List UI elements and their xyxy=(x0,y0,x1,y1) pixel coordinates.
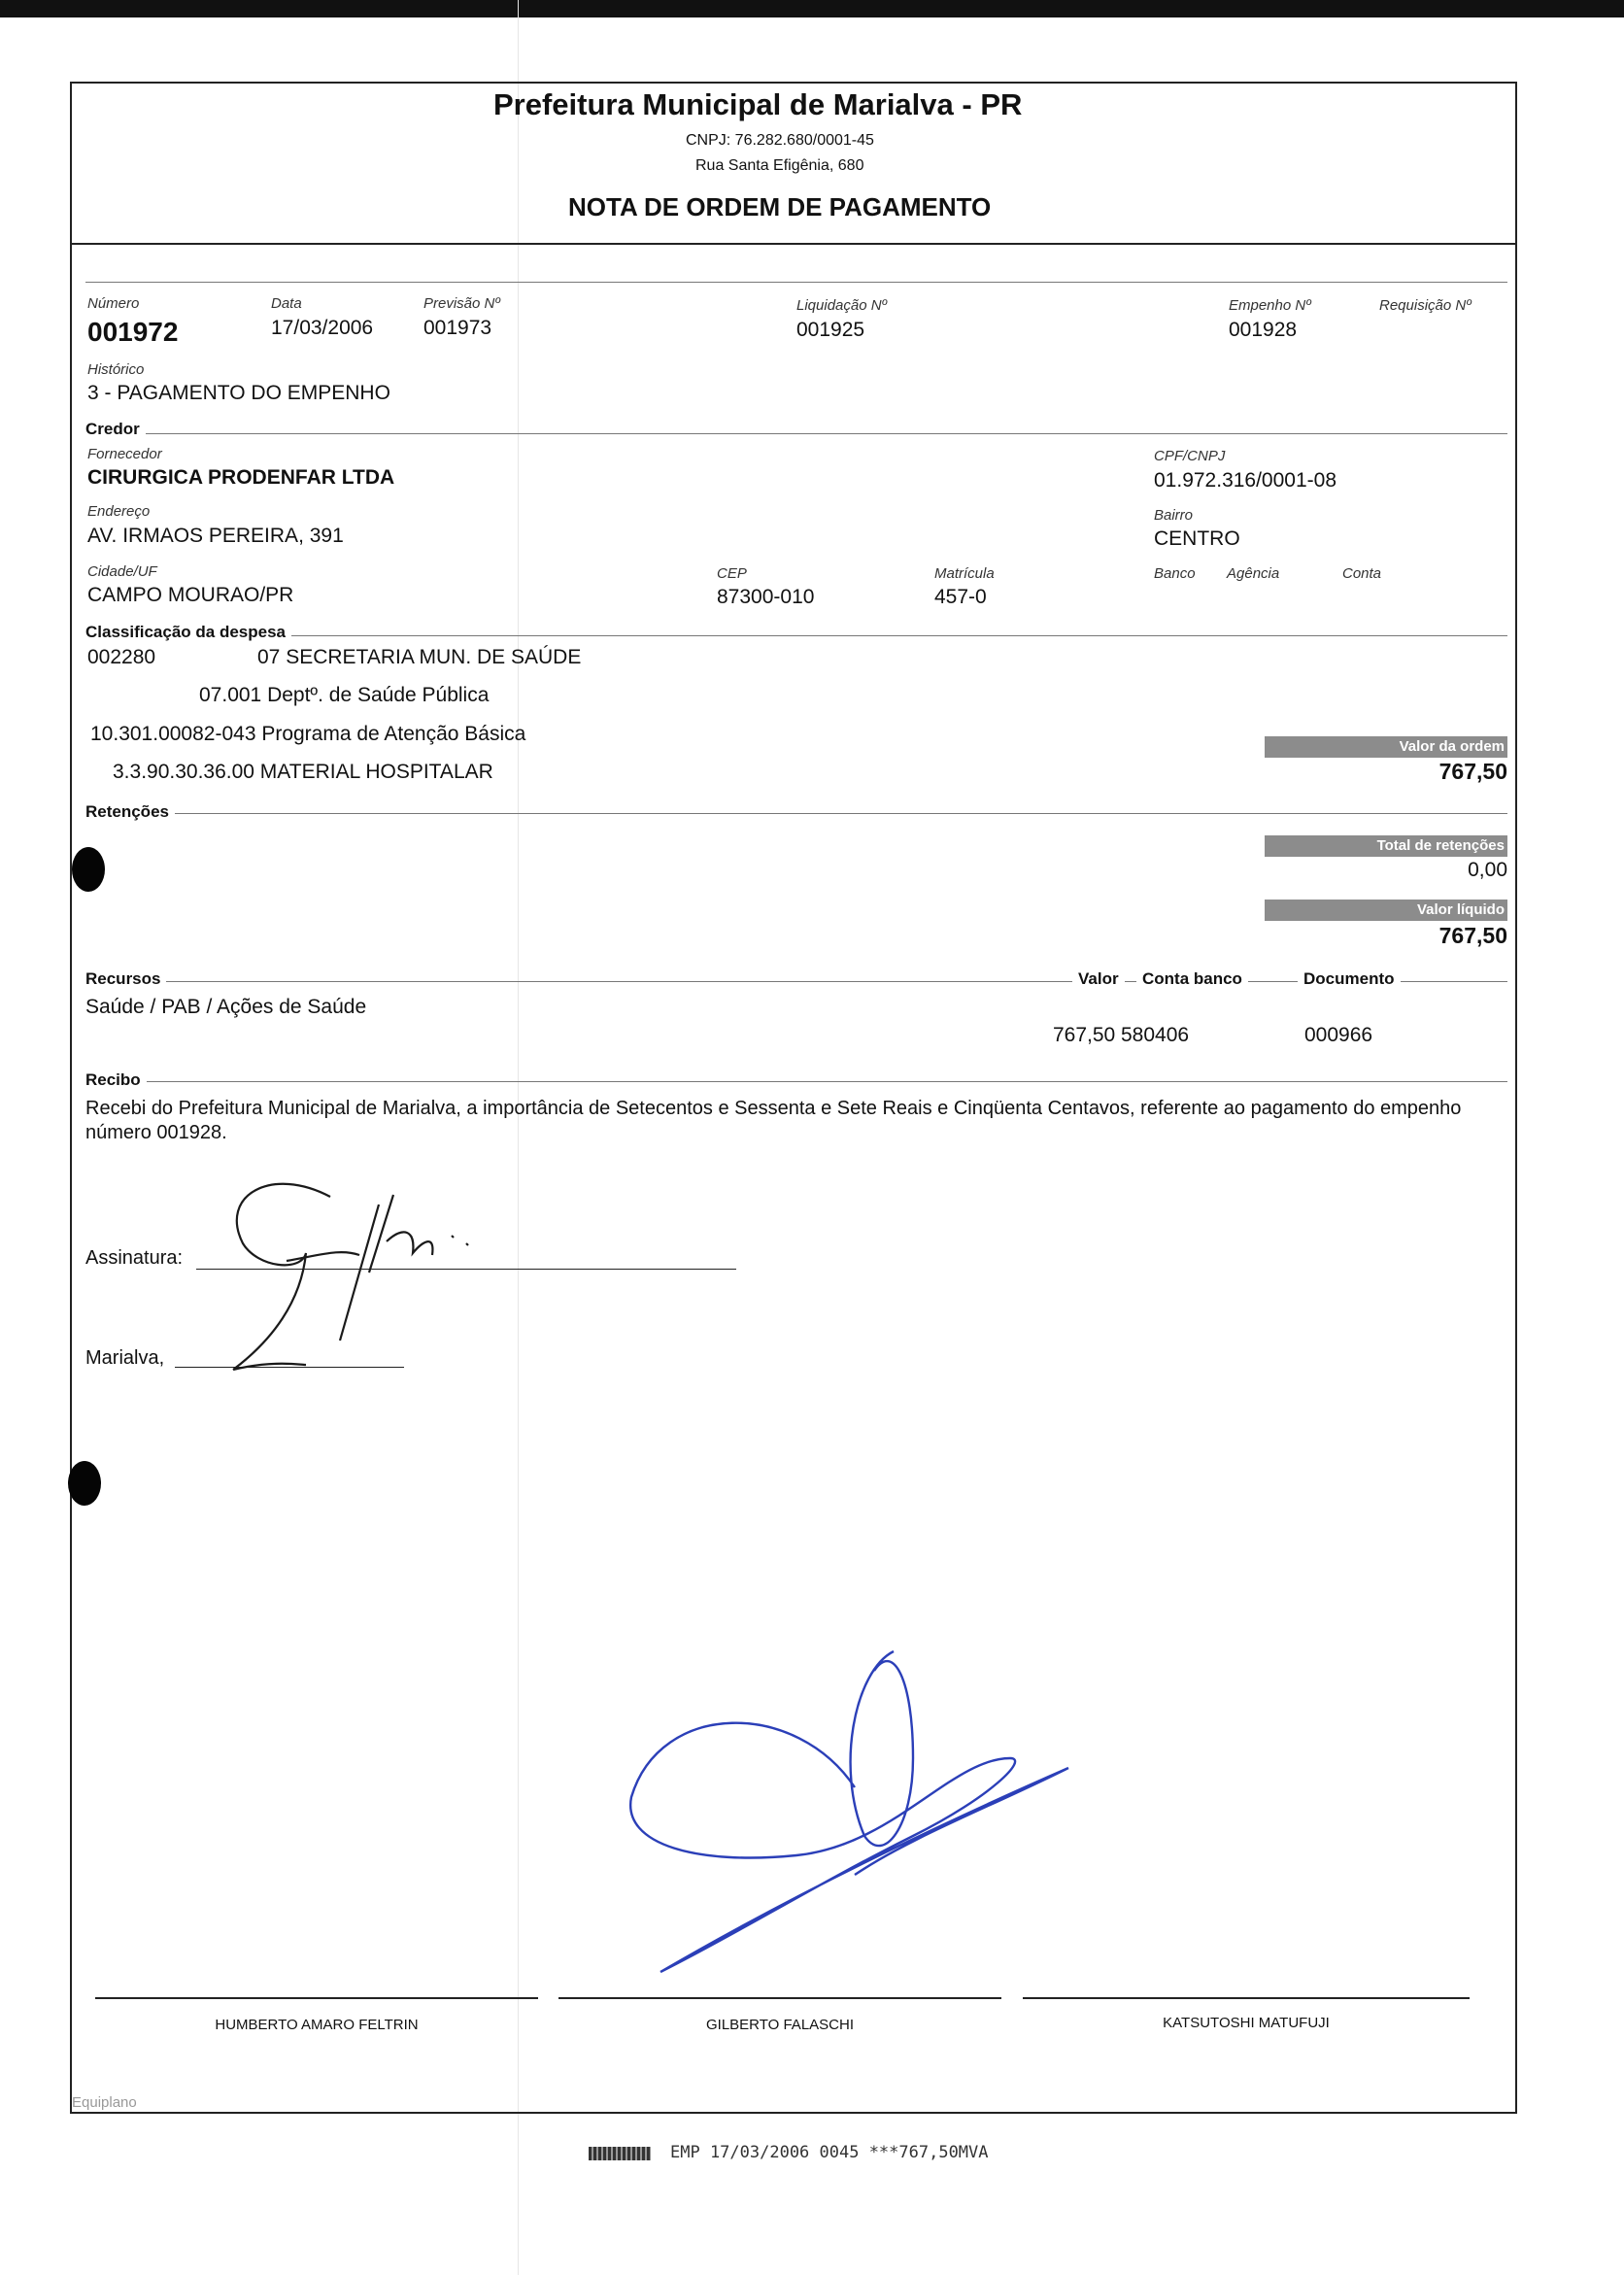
classificacao-programa: 10.301.00082-043 Programa de Atenção Básica xyxy=(90,723,526,745)
recibo-rule xyxy=(85,1081,1507,1082)
previsao-label: Previsão Nº xyxy=(423,295,500,312)
bairro-value: CENTRO xyxy=(1154,527,1240,550)
classificacao-orgao: 07 SECRETARIA MUN. DE SAÚDE xyxy=(257,646,582,668)
cep-label: CEP xyxy=(717,565,747,582)
total-retencoes-label: Total de retenções xyxy=(1265,835,1507,857)
recursos-section-title: Recursos xyxy=(85,969,166,989)
cpf-value: 01.972.316/0001-08 xyxy=(1154,469,1337,492)
credor-rule xyxy=(85,433,1507,434)
signatory-3: KATSUTOSHI MATUFUJI xyxy=(1163,2015,1330,2031)
stamp-mark-icon xyxy=(589,2147,651,2160)
address-line: Rua Santa Efigênia, 680 xyxy=(695,157,864,174)
bottom-signature-scribble xyxy=(622,1642,1088,1982)
valor-liquido-value: 767,50 xyxy=(1438,923,1507,948)
empenho-value: 001928 xyxy=(1229,319,1298,341)
top-info-rule xyxy=(85,282,1507,283)
signature-line-2 xyxy=(558,1997,1001,1999)
signatory-2: GILBERTO FALASCHI xyxy=(706,2017,854,2033)
punch-hole-bottom xyxy=(68,1461,101,1506)
valor-liquido-label: Valor líquido xyxy=(1265,900,1507,921)
receipt-signature xyxy=(214,1146,563,1379)
total-retencoes-value: 0,00 xyxy=(1468,859,1507,881)
matricula-value: 457-0 xyxy=(934,586,987,608)
fornecedor-value: CIRURGICA PRODENFAR LTDA xyxy=(87,466,395,489)
classificacao-elemento: 3.3.90.30.36.00 MATERIAL HOSPITALAR xyxy=(113,761,493,783)
mechanical-stamp: EMP 17/03/2006 0045 ***767,50MVA xyxy=(670,2143,989,2162)
liquidacao-value: 001925 xyxy=(796,319,865,341)
software-brand: Equiplano xyxy=(72,2094,137,2111)
data-value: 17/03/2006 xyxy=(271,317,374,339)
scan-top-band xyxy=(0,0,1624,17)
signature-line-1 xyxy=(95,1997,538,1999)
numero-label: Número xyxy=(87,295,140,312)
cep-value: 87300-010 xyxy=(717,586,815,608)
recursos-rule xyxy=(85,981,1507,982)
credor-section-title: Credor xyxy=(85,420,146,439)
document-title: NOTA DE ORDEM DE PAGAMENTO xyxy=(568,192,992,221)
punch-hole-top xyxy=(72,847,105,892)
previsao-value: 001973 xyxy=(423,317,492,339)
recursos-documento-header: Documento xyxy=(1298,969,1401,989)
requisicao-label: Requisição Nº xyxy=(1379,297,1472,314)
valor-ordem-label: Valor da ordem xyxy=(1265,736,1507,758)
cidade-label: Cidade/UF xyxy=(87,563,157,580)
cidade-value: CAMPO MOURAO/PR xyxy=(87,584,294,606)
cnpj-line: CNPJ: 76.282.680/0001-45 xyxy=(686,132,874,149)
recursos-valor-header: Valor xyxy=(1072,969,1125,989)
recursos-conta: 580406 xyxy=(1121,1024,1190,1046)
classificacao-code: 002280 xyxy=(87,646,156,668)
recursos-documento: 000966 xyxy=(1304,1024,1373,1046)
assinatura-label: Assinatura: xyxy=(85,1247,184,1269)
local-label: Marialva, xyxy=(85,1347,165,1369)
signatory-1: HUMBERTO AMARO FELTRIN xyxy=(215,2017,419,2033)
cpf-label: CPF/CNPJ xyxy=(1154,448,1226,464)
historico-label: Histórico xyxy=(87,361,145,378)
historico-value: 3 - PAGAMENTO DO EMPENHO xyxy=(87,382,390,404)
recursos-descricao: Saúde / PAB / Ações de Saúde xyxy=(85,996,367,1018)
agencia-label: Agência xyxy=(1227,565,1280,582)
banco-label: Banco xyxy=(1154,565,1196,582)
header-separator xyxy=(70,243,1517,245)
conta-label: Conta xyxy=(1342,565,1382,582)
recibo-text: Recebi do Prefeitura Municipal de Marialva, a importância de Setecentos e Sessenta e Sete Reais e Cinqüenta Centavos, referente ao pagamento do empenho número 001928. xyxy=(85,1098,1462,1143)
retencoes-rule xyxy=(85,813,1507,814)
numero-value: 001972 xyxy=(87,317,179,347)
classificacao-rule xyxy=(85,635,1507,636)
retencoes-section-title: Retenções xyxy=(85,802,175,822)
classificacao-section-title: Classificação da despesa xyxy=(85,623,291,642)
signature-line-3 xyxy=(1023,1997,1470,1999)
fornecedor-label: Fornecedor xyxy=(87,446,162,462)
endereco-value: AV. IRMAOS PEREIRA, 391 xyxy=(87,525,344,547)
empenho-label: Empenho Nº xyxy=(1229,297,1311,314)
recursos-conta-header: Conta banco xyxy=(1136,969,1248,989)
classificacao-unidade: 07.001 Deptº. de Saúde Pública xyxy=(199,684,490,706)
valor-ordem-value: 767,50 xyxy=(1438,759,1507,784)
endereco-label: Endereço xyxy=(87,503,151,520)
data-label: Data xyxy=(271,295,302,312)
recibo-section-title: Recibo xyxy=(85,1070,147,1090)
recursos-valor: 767,50 xyxy=(1053,1024,1116,1046)
municipality-title: Prefeitura Municipal de Marialva - PR xyxy=(493,87,1023,121)
liquidacao-label: Liquidação Nº xyxy=(796,297,888,314)
matricula-label: Matrícula xyxy=(934,565,995,582)
bairro-label: Bairro xyxy=(1154,507,1194,524)
